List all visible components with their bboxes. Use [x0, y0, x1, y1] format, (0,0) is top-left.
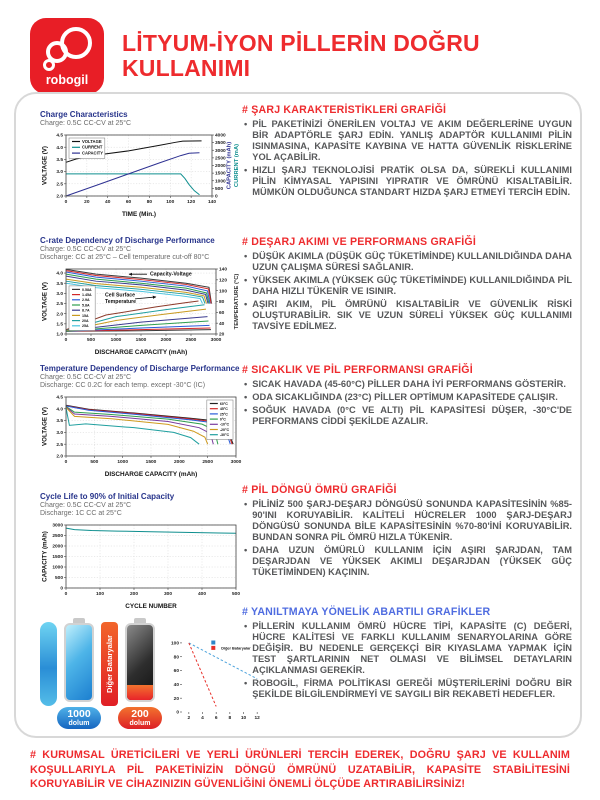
svg-text:3000: 3000 — [52, 523, 63, 529]
chart-canvas — [40, 130, 242, 218]
section-cycle-life — [242, 484, 572, 580]
section-misleading-graphs — [242, 606, 572, 702]
svg-text:15A: 15A — [82, 313, 89, 318]
svg-text:4: 4 — [201, 716, 204, 721]
section-bullets — [242, 621, 572, 700]
svg-text:6: 6 — [214, 716, 218, 721]
chart-title: Temperature Dependency of Discharge Performance — [40, 364, 240, 373]
svg-text:CAPACITY (mAh): CAPACITY (mAh) — [226, 141, 233, 190]
svg-text:1000: 1000 — [215, 179, 226, 185]
svg-text:80: 80 — [219, 300, 225, 306]
svg-text:3000: 3000 — [215, 148, 226, 154]
svg-text:300: 300 — [163, 592, 173, 598]
svg-text:Diğer Bataryalar: Diğer Bataryalar — [221, 646, 251, 651]
bad-cycles-value: 200 — [131, 708, 149, 720]
chart-subtitle: Discharge: CC at 25°C – Cell temperature cut-off 80°C — [40, 254, 210, 262]
section-heading: # PİL DÖNGÜ ÖMRÜ GRAFİĞİ — [242, 484, 397, 496]
svg-text:5.8A: 5.8A — [82, 303, 90, 308]
svg-text:TEMPERATURE (°C): TEMPERATURE (°C) — [234, 273, 240, 330]
svg-text:140: 140 — [207, 200, 217, 206]
svg-text:1500: 1500 — [135, 338, 147, 344]
page-title — [122, 31, 480, 81]
svg-text:DISCHARGE CAPACITY (mAh): DISCHARGE CAPACITY (mAh) — [104, 471, 198, 479]
svg-text:20: 20 — [219, 332, 225, 338]
svg-text:1500: 1500 — [215, 171, 226, 177]
bullet-item: • SICAK HAVADA (45-60°C) PİLLER DAHA İYİ PERFORMANS GÖSTERİR. — [244, 379, 566, 389]
bullet-item: • DÜŞÜK AKIMLA (DÜŞÜK GÜÇ TÜKETİMİNDE) KULLANILDIĞINDA DAHA UZUN ÇALIŞMA SÜRESİ SAĞLANIR. — [244, 251, 572, 272]
other-batteries-label-bar — [101, 622, 118, 706]
footer-note: # KURUMSAL ÜRETİCİLERİ VE YERLİ ÜRÜNLERİ TERCİH EDEREK, DOĞRU ŞARJ VE KULLANIM KOŞULLARIYLA PİL PAKETİNİZİN DÖNGÜ ÖMRÜNÜ UZATABİLİR, KAPASİTE STABİLİTESİNİ KORUYABİLİR VE CİHAZINIZIN GÜVENLİĞİNİ ÖNEMLİ ÖLÇÜDE ARTIRABİLİRSİNİZ! — [30, 749, 570, 791]
bullet-item: • DAHA UZUN ÖMÜRLÜ KULLANIM İÇİN AŞIRI ŞARJDAN, TAM DEŞARJDAN VE YÜKSEK AKIMLI DEŞARJDAN (YÜKSEK GÜÇ TÜKETİMİNDEN) KAÇININ. — [244, 544, 572, 577]
svg-text:120: 120 — [219, 278, 228, 284]
section-heading: # SICAKLIK VE PİL PERFORMANSI GRAFİĞİ — [242, 364, 473, 376]
svg-text:40: 40 — [105, 200, 111, 206]
svg-text:0: 0 — [176, 710, 179, 716]
section-discharge-current — [242, 236, 572, 334]
svg-text:4.0: 4.0 — [56, 271, 63, 277]
svg-text:0: 0 — [64, 592, 68, 598]
battery-body — [125, 623, 155, 702]
svg-text:60: 60 — [173, 669, 179, 675]
svg-text:4000: 4000 — [215, 133, 226, 139]
svg-text:0.58A: 0.58A — [82, 287, 92, 292]
svg-text:TIME (Min.): TIME (Min.) — [121, 211, 157, 219]
svg-text:8: 8 — [228, 716, 232, 721]
svg-text:2.5: 2.5 — [56, 182, 63, 188]
svg-text:500: 500 — [86, 338, 96, 344]
svg-text:20: 20 — [84, 200, 90, 206]
chart-subtitle: Charge: 0.5C CC-CV at 25°C — [40, 246, 132, 253]
robogil-circles-icon — [36, 25, 98, 71]
svg-text:2500: 2500 — [202, 460, 214, 466]
low-charge-fill — [127, 685, 153, 700]
svg-text:1000: 1000 — [110, 338, 122, 344]
bad-battery-column — [118, 618, 162, 729]
content-card — [14, 92, 582, 738]
svg-text:1.0: 1.0 — [56, 332, 63, 338]
good-cycles-unit: dolum — [68, 719, 90, 727]
svg-text:0: 0 — [60, 586, 63, 592]
svg-text:60: 60 — [125, 200, 132, 206]
bad-cycles-badge — [118, 707, 162, 729]
svg-text:1000: 1000 — [52, 565, 63, 571]
svg-text:80: 80 — [173, 655, 179, 661]
chart-title: C-rate Dependency of Discharge Performance — [40, 236, 215, 245]
svg-text:4.5: 4.5 — [56, 395, 63, 401]
svg-text:1500: 1500 — [52, 555, 63, 561]
svg-text:3000: 3000 — [230, 460, 242, 466]
svg-text:100: 100 — [170, 641, 179, 647]
chart-subtitle: Charge: 0.5C CC-CV at 25°C — [40, 120, 132, 127]
svg-text:2.5: 2.5 — [56, 442, 63, 448]
svg-text:0: 0 — [64, 460, 68, 466]
bullet-item: • HIZLI ŞARJ TEKNOLOJİSİ PRATİK OLSA DA, SÜREKLİ KULLANIMI PİLİN KİMYASAL YAPISINI YIPRATIR VE ÖMRÜNÜ KISALTABİLİR. MÜMKÜN OLDUĞUNCA STANDART HIZDA ŞARJ ETMEYİ TERCİH EDİN. — [244, 164, 572, 197]
svg-text:Temperature: Temperature — [105, 298, 137, 305]
page-title-line1: LİTYUM-İYON PİLLERİN DOĞRU — [122, 30, 480, 57]
svg-text:2500: 2500 — [215, 156, 226, 162]
svg-text:3.0: 3.0 — [56, 292, 63, 298]
svg-text:120: 120 — [187, 200, 196, 206]
svg-text:20A: 20A — [82, 319, 89, 324]
chart-title: Cycle Life to 90% of Initial Capacity — [40, 492, 175, 501]
svg-text:2000: 2000 — [160, 338, 172, 344]
svg-text:25°C: 25°C — [219, 412, 228, 417]
full-battery-icon — [64, 618, 94, 702]
svg-text:2000: 2000 — [52, 544, 63, 550]
svg-text:VOLTAGE (V): VOLTAGE (V) — [41, 146, 49, 186]
svg-text:60°C: 60°C — [219, 401, 228, 406]
svg-text:VOLTAGE: VOLTAGE — [82, 138, 102, 144]
svg-text:20: 20 — [173, 696, 179, 702]
chart-canvas — [40, 392, 242, 478]
chart-subtitle: Discharge: CC 0.2C for each temp. except -30°C (IC) — [40, 382, 206, 390]
robogil-logo — [30, 18, 104, 94]
svg-text:10: 10 — [240, 716, 247, 721]
header — [30, 18, 480, 94]
battery-comparison-graphic — [40, 618, 260, 730]
svg-text:VOLTAGE (V): VOLTAGE (V) — [41, 407, 49, 447]
svg-text:-30°C: -30°C — [219, 433, 230, 438]
other-batteries-label: Diğer Bataryalar — [105, 635, 114, 693]
svg-text:4.5: 4.5 — [56, 133, 63, 139]
section-bullets — [242, 251, 572, 332]
svg-text:2.0: 2.0 — [56, 312, 63, 318]
section-heading: # ŞARJ KARAKTERİSTİKLERİ GRAFİĞİ — [242, 104, 447, 116]
section-charge-characteristics — [242, 104, 572, 200]
bullet-item: • ROBOGİL, FİRMA POLİTİKASI GEREĞİ MÜŞTERİLERİNİ DOĞRU BİR ŞEKİLDE BİLGİLENDİRMEYİ VE SAYGILI BİR REKABETİ HEDEFLER. — [244, 677, 572, 699]
svg-text:3.0: 3.0 — [56, 431, 63, 437]
chart-temperature-discharge-performance — [40, 364, 242, 478]
svg-text:2: 2 — [187, 716, 191, 721]
svg-text:3.5: 3.5 — [56, 158, 63, 164]
svg-text:3.5: 3.5 — [56, 281, 63, 287]
svg-text:200: 200 — [129, 592, 139, 598]
section-bullets — [242, 499, 572, 578]
good-battery-column — [57, 618, 101, 729]
svg-text:2500: 2500 — [185, 338, 197, 344]
svg-text:2.9A: 2.9A — [82, 298, 90, 303]
svg-text:400: 400 — [197, 592, 207, 598]
section-temperature-performance — [242, 364, 572, 429]
svg-text:500: 500 — [54, 576, 63, 582]
svg-text:CYCLE NUMBER: CYCLE NUMBER — [125, 603, 177, 611]
svg-text:40: 40 — [173, 682, 179, 688]
logo-text: robogil — [45, 73, 89, 87]
svg-text:2500: 2500 — [52, 534, 63, 540]
chart-subtitle: Charge: 0.5C CC-CV at 25°C — [40, 374, 132, 381]
svg-text:3500: 3500 — [215, 141, 226, 147]
chart-cycle-life — [40, 492, 242, 610]
svg-text:0: 0 — [64, 200, 68, 206]
svg-text:Cell Surface: Cell Surface — [105, 292, 135, 299]
bad-cycles-unit: dolum — [129, 719, 151, 727]
chart-canvas — [40, 520, 242, 610]
chart-canvas — [40, 264, 242, 356]
bullet-item: • PİL PAKETİNİZİ ÖNERİLEN VOLTAJ VE AKIM DEĞERLERİNE UYGUN BİR ADAPTÖRLE ŞARJ EDİN. YANLIŞ ADAPTÖR KULLANIMI PİLİN ISINMASINA, KAPASİTE KAYBINA VE HATTA GÜVENLİK RİSKLERİNE YOL AÇABİLİR. — [244, 119, 572, 162]
svg-text:45°C: 45°C — [219, 407, 228, 412]
svg-text:3000: 3000 — [210, 338, 222, 344]
svg-text:2.0: 2.0 — [56, 454, 63, 460]
section-heading: # YANILTMAYA YÖNELİK ABARTILI GRAFİKLER — [242, 606, 491, 618]
svg-text:-10°C: -10°C — [219, 422, 230, 427]
chart-subtitle: Discharge: 1C CC at 25°C — [40, 510, 122, 518]
svg-text:Capacity-Voltage: Capacity-Voltage — [150, 271, 192, 278]
svg-text:100: 100 — [219, 289, 228, 295]
section-heading: # DEŞARJ AKIMI VE PERFORMANS GRAFİĞİ — [242, 236, 477, 248]
svg-text:1.45A: 1.45A — [82, 293, 92, 298]
svg-text:4.0: 4.0 — [56, 145, 63, 151]
svg-text:100: 100 — [166, 200, 175, 206]
svg-text:CURRENT: CURRENT — [82, 144, 103, 150]
svg-text:DISCHARGE CAPACITY (mAh): DISCHARGE CAPACITY (mAh) — [94, 349, 188, 357]
good-cycles-value: 1000 — [67, 708, 91, 720]
svg-text:0: 0 — [215, 194, 218, 200]
section-bullets — [242, 119, 572, 198]
svg-text:CAPACITY: CAPACITY — [82, 150, 104, 156]
bullet-item: • PİLİNİZ 500 ŞARJ-DEŞARJ DÖNGÜSÜ SONUNDA KAPASİTESİNİN %85-90'INI KORUYABİLİR. KALİTELİ HÜCRELER 1000 ŞARJ-DEŞARJ DÖNGÜSÜ SONUNDA BİLE KAPASİTESİNİN %70-80'İNİ KORUYABİLİR. BUNDAN SONRA PİL ÖMRÜ HIZLA TÜKENİR. — [244, 499, 572, 542]
battery-body — [64, 623, 94, 702]
svg-text:500: 500 — [90, 460, 99, 466]
empty-battery-icon — [125, 618, 155, 702]
svg-text:3.5: 3.5 — [56, 419, 63, 425]
svg-text:2000: 2000 — [173, 460, 185, 466]
svg-text:12: 12 — [254, 716, 260, 721]
other-batteries-column — [101, 618, 118, 706]
svg-text:500: 500 — [215, 187, 224, 193]
svg-text:1500: 1500 — [145, 460, 157, 466]
svg-text:2.0: 2.0 — [56, 194, 63, 200]
bullet-item: • YÜKSEK AKIMLA (YÜKSEK GÜÇ TÜKETİMİNDE) KULLANILDIĞINDA PİL DAHA HIZLI TÜKENİR VE ISINIR. — [244, 274, 572, 296]
page-title-line2: KULLANIMI — [122, 55, 251, 81]
svg-text:8.7A: 8.7A — [82, 308, 90, 313]
svg-text:100: 100 — [95, 592, 105, 598]
svg-text:0°C: 0°C — [219, 417, 226, 422]
svg-text:4.0: 4.0 — [56, 407, 63, 413]
bullet-item: • AŞIRI AKIM, PİL ÖMRÜNÜ KISALTABİLİR VE GÜVENLİK RİSKİ OLUŞTURABİLİR. SIK VE UZUN SÜRELİ YÜKSEK GÜÇ KULLANIMI TAVSİYE EDİLMEZ. — [244, 298, 572, 331]
svg-text:140: 140 — [219, 267, 228, 273]
svg-text:0: 0 — [64, 338, 68, 344]
svg-text:40: 40 — [219, 321, 225, 327]
svg-text:80: 80 — [146, 200, 153, 206]
svg-text:25A: 25A — [82, 324, 89, 329]
svg-text:2.5: 2.5 — [56, 302, 63, 308]
svg-text:3.0: 3.0 — [56, 170, 63, 176]
svg-text:60: 60 — [219, 311, 225, 317]
chart-title: Charge Characteristics — [40, 110, 128, 119]
svg-text:VOLTAGE (V): VOLTAGE (V) — [41, 282, 49, 322]
svg-text:CAPACITY (mAh): CAPACITY (mAh) — [41, 531, 49, 582]
chart-subtitle: Charge: 0.5C CC-CV at 25°C — [40, 502, 132, 509]
chart-charge-characteristics — [40, 110, 242, 218]
bullet-item: • SOĞUK HAVADA (0°C VE ALTI) PİL KAPASİTESİ DÜŞER, -30°C'DE PERFORMANS CİDDİ ŞEKİLDE AZALIR. — [244, 404, 572, 426]
svg-text:2000: 2000 — [215, 164, 226, 170]
chart-crate-discharge-performance — [40, 236, 242, 356]
blue-bar-icon — [40, 622, 57, 706]
good-cycles-badge — [57, 707, 101, 729]
blue-bar-column — [40, 618, 57, 706]
svg-text:1.5: 1.5 — [56, 322, 63, 328]
svg-text:-20°C: -20°C — [219, 427, 230, 432]
svg-text:CURRENT (mA): CURRENT (mA) — [234, 143, 240, 188]
bullet-item: • ODA SICAKLIĞINDA (23°C) PİLLER OPTİMUM KAPASİTEDE ÇALIŞIR. — [244, 391, 558, 402]
section-bullets — [242, 379, 572, 427]
bullet-item: • PİLLERİN KULLANIM ÖMRÜ HÜCRE TİPİ, KAPASİTE (C) DEĞERİ, HÜCRE KALİTESİ VE FARKLI KULLANIM SENARYOLARINA GÖRE DEĞİŞİR. BU NEDENLE GERÇEKÇİ BİR KIYASLAMA YAPMAK İÇİN TEST ŞARTLARININ NET OLMASI VE BİLİMSEL DETAYLARIN AÇIKLANMASI GEREKİR. — [244, 621, 572, 675]
svg-text:1000: 1000 — [117, 460, 129, 466]
svg-text:500: 500 — [231, 592, 241, 598]
